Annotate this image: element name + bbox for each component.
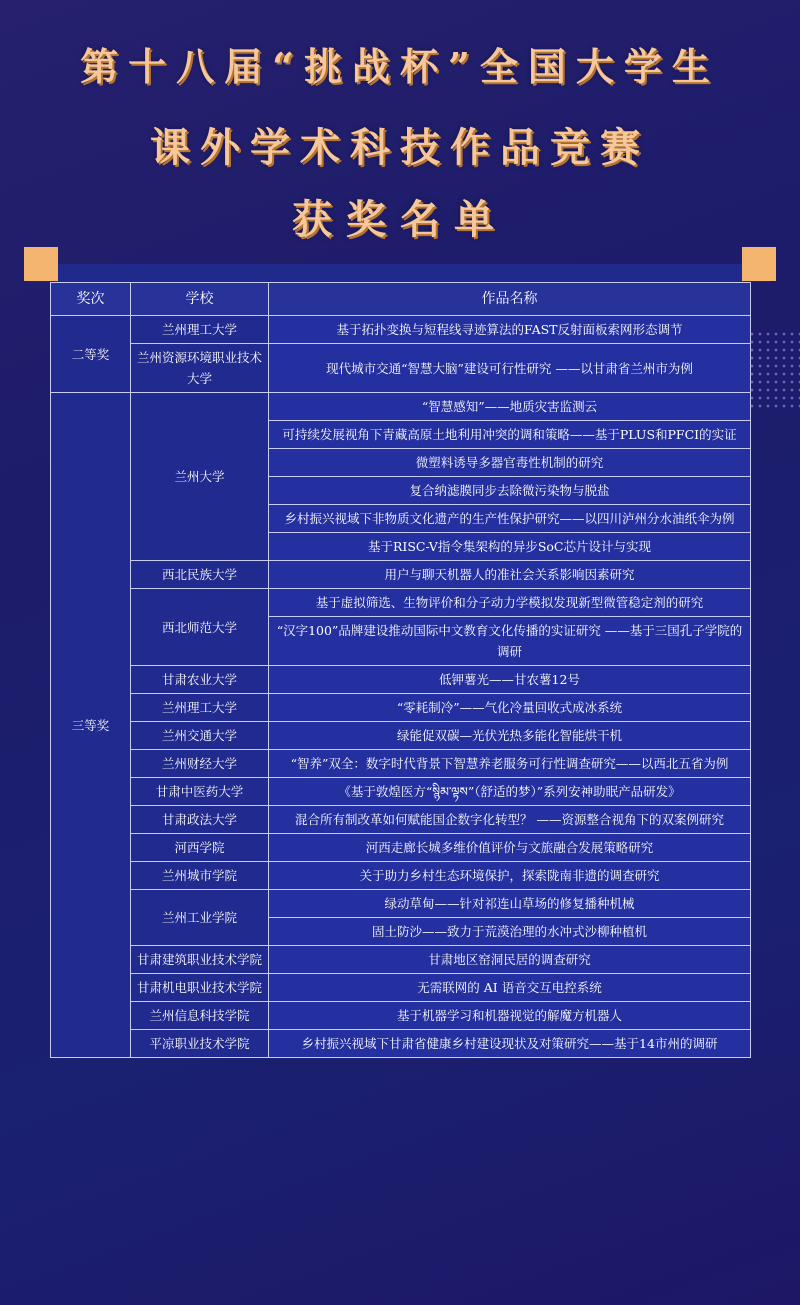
work-title-cell: 甘肃地区窑洞民居的调查研究	[269, 946, 751, 974]
table-row	[51, 1002, 751, 1030]
table-row	[51, 393, 751, 421]
table-row	[51, 890, 751, 918]
school-name-cell: 河西学院	[131, 834, 269, 862]
school-name-cell: 兰州大学	[131, 393, 269, 561]
work-title-cell: 绿动草甸——针对祁连山草场的修复播种机械	[269, 890, 751, 918]
school-name-cell: 兰州理工大学	[131, 316, 269, 344]
title-line-3: 获奖名单	[292, 196, 508, 243]
table-row	[51, 778, 751, 806]
table-row	[51, 946, 751, 974]
table-row	[51, 344, 751, 393]
work-title-cell: 乡村振兴视域下非物质文化遗产的生产性保护研究——以四川泸州分水油纸伞为例	[269, 505, 751, 533]
work-title-cell: 微塑料诱导多器官毒性机制的研究	[269, 449, 751, 477]
school-name-cell: 甘肃机电职业技术学院	[131, 974, 269, 1002]
work-title-cell: 现代城市交通“智慧大脑”建设可行性研究 ——以甘肃省兰州市为例	[269, 344, 751, 393]
table-row	[51, 561, 751, 589]
school-name-cell: 甘肃农业大学	[131, 666, 269, 694]
work-title-cell: 基于RISC-V指令集架构的异步SoC芯片设计与实现	[269, 533, 751, 561]
header-rank: 奖次	[51, 283, 131, 316]
work-title-cell: 混合所有制改革如何赋能国企数字化转型？ ——资源整合视角下的双案例研究	[269, 806, 751, 834]
work-title-cell: 固土防沙——致力于荒漠治理的水冲式沙柳种植机	[269, 918, 751, 946]
work-title-cell: “智慧感知”——地质灾害监测云	[269, 393, 751, 421]
school-name-cell: 兰州理工大学	[131, 694, 269, 722]
school-name-cell: 兰州城市学院	[131, 862, 269, 890]
school-name-cell: 甘肃政法大学	[131, 806, 269, 834]
school-name-cell: 兰州交通大学	[131, 722, 269, 750]
table-row	[51, 1030, 751, 1058]
work-title-cell: 复合纳滤膜同步去除微污染物与脱盐	[269, 477, 751, 505]
school-name-cell: 兰州财经大学	[131, 750, 269, 778]
header-school: 学校	[131, 283, 269, 316]
school-name-cell: 西北民族大学	[131, 561, 269, 589]
decor-square-left	[24, 247, 58, 281]
work-title-cell: 《基于敦煌医方“སྙིམ་ལྟས”（舒适的梦）”系列安神助眠产品研发》	[269, 778, 751, 806]
work-title-cell: 乡村振兴视域下甘肃省健康乡村建设现状及对策研究——基于14市州的调研	[269, 1030, 751, 1058]
table-header-row	[51, 283, 751, 316]
school-name-cell: 甘肃建筑职业技术学院	[131, 946, 269, 974]
work-title-cell: 河西走廊长城多维价值评价与文旅融合发展策略研究	[269, 834, 751, 862]
award-rank-cell: 三等奖	[51, 393, 131, 1058]
table-row	[51, 834, 751, 862]
award-rank-cell: 二等奖	[51, 316, 131, 393]
work-title-cell: 基于拓扑变换与短程线寻迹算法的FAST反射面板索网形态调节	[269, 316, 751, 344]
header-work: 作品名称	[269, 283, 751, 316]
title-line-2: 课外学术科技作品竞赛	[150, 124, 650, 171]
work-title-cell: 无需联网的 AI 语音交互电控系统	[269, 974, 751, 1002]
work-title-cell: 可持续发展视角下青藏高原土地利用冲突的调和策略——基于PLUS和PFCI的实证	[269, 421, 751, 449]
work-title-cell: “汉字100”品牌建设推动国际中文教育文化传播的实证研究 ——基于三国孔子学院的调研	[269, 617, 751, 666]
table-body	[51, 316, 751, 1058]
school-name-cell: 兰州资源环境职业技术大学	[131, 344, 269, 393]
decor-square-right	[742, 247, 776, 281]
school-name-cell: 甘肃中医药大学	[131, 778, 269, 806]
table-row	[51, 722, 751, 750]
work-title-cell: 基于机器学习和机器视觉的解魔方机器人	[269, 1002, 751, 1030]
table-row	[51, 589, 751, 617]
table-row	[51, 316, 751, 344]
work-title-cell: 低钾薯光——甘农薯12号	[269, 666, 751, 694]
table-header-bar	[30, 264, 770, 282]
table-row	[51, 862, 751, 890]
table-row	[51, 806, 751, 834]
school-name-cell: 平凉职业技术学院	[131, 1030, 269, 1058]
school-name-cell: 兰州信息科技学院	[131, 1002, 269, 1030]
title-line-1: 第十八届“挑战杯”全国大学生	[80, 44, 720, 89]
work-title-cell: 基于虚拟筛选、生物评价和分子动力学模拟发现新型微管稳定剂的研究	[269, 589, 751, 617]
school-name-cell: 西北师范大学	[131, 589, 269, 666]
work-title-cell: 绿能促双碳—光伏光热多能化智能烘干机	[269, 722, 751, 750]
award-table	[50, 282, 751, 1058]
table-row	[51, 750, 751, 778]
work-title-cell: 用户与聊天机器人的准社会关系影响因素研究	[269, 561, 751, 589]
table-row	[51, 694, 751, 722]
work-title-cell: “智养”双全：数字时代背景下智慧养老服务可行性调查研究——以西北五省为例	[269, 750, 751, 778]
table-row	[51, 666, 751, 694]
work-title-cell: 关于助力乡村生态环境保护，探索陇南非遗的调查研究	[269, 862, 751, 890]
table-row	[51, 974, 751, 1002]
work-title-cell: “零耗制冷”——气化冷量回收式成冰系统	[269, 694, 751, 722]
school-name-cell: 兰州工业学院	[131, 890, 269, 946]
